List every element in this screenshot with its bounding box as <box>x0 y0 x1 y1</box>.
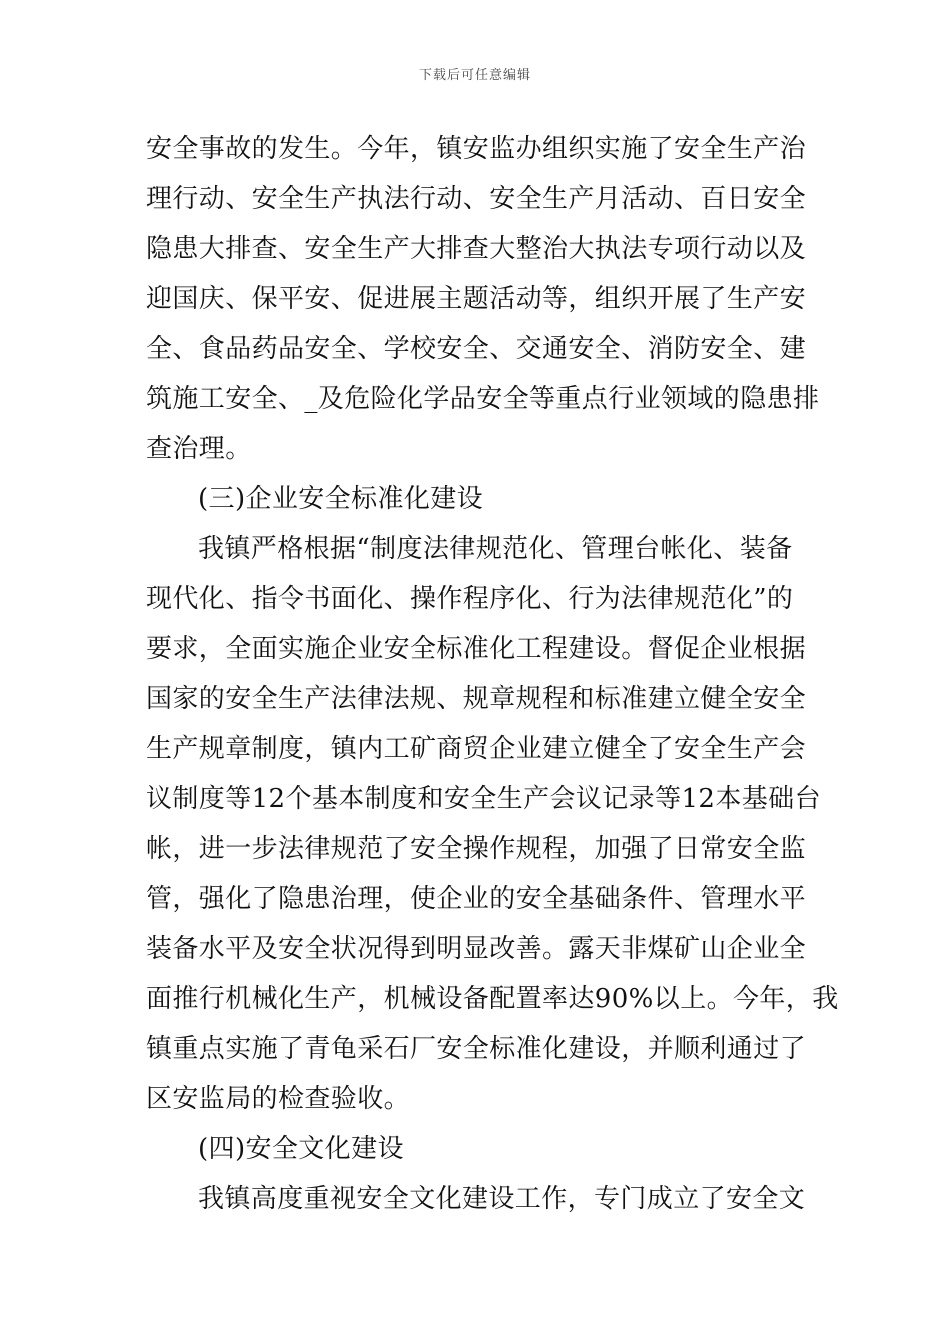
body-line-2: 理行动、安全生产执法行动、安全生产月活动、百日安全 <box>146 184 807 214</box>
page-header-note: 下载后可任意编辑 <box>418 68 531 83</box>
section-heading-4: (四)安全文化建设 <box>198 1134 404 1164</box>
section-heading-3: (三)企业安全标准化建设 <box>198 484 484 514</box>
body-line-3: 隐患大排查、安全生产大排查大整治大执法专项行动以及 <box>146 234 807 264</box>
body-line-20: 区安监局的检查验收。 <box>146 1084 411 1114</box>
body-line-15: 帐，进一步法律规范了安全操作规程，加强了日常安全监 <box>146 834 807 864</box>
body-line-10: 现代化、指令书面化、操作程序化、行为法律规范化”的 <box>146 584 794 614</box>
body-line-12: 国家的安全生产法律法规、规章规程和标准建立健全安全 <box>146 684 807 714</box>
body-line-1: 安全事故的发生。今年，镇安监办组织实施了安全生产治 <box>146 134 807 164</box>
body-line-22: 我镇高度重视安全文化建设工作，专门成立了安全文 <box>198 1184 806 1214</box>
body-line-7: 查治理。 <box>146 434 252 464</box>
body-line-19: 镇重点实施了青龟采石厂安全标准化建设，并顺利通过了 <box>146 1034 807 1064</box>
body-line-14: 议制度等12个基本制度和安全生产会议记录等12本基础台 <box>146 784 821 814</box>
body-line-11: 要求，全面实施企业安全标准化工程建设。督促企业根据 <box>146 634 807 664</box>
body-line-16: 管，强化了隐患治理，使企业的安全基础条件、管理水平 <box>146 884 807 914</box>
body-line-13: 生产规章制度，镇内工矿商贸企业建立健全了安全生产会 <box>146 734 807 764</box>
body-line-18: 面推行机械化生产，机械设备配置率达90%以上。今年，我 <box>146 984 839 1014</box>
body-line-9: 我镇严格根据“制度法律规范化、管理台帐化、装备 <box>198 534 793 564</box>
body-line-4: 迎国庆、保平安、促进展主题活动等，组织开展了生产安 <box>146 284 807 314</box>
body-line-6: 筑施工安全、_及危险化学品安全等重点行业领域的隐患排 <box>146 384 820 414</box>
body-line-17: 装备水平及安全状况得到明显改善。露天非煤矿山企业全 <box>146 934 807 964</box>
body-line-5: 全、食品药品安全、学校安全、交通安全、消防安全、建 <box>146 334 807 364</box>
